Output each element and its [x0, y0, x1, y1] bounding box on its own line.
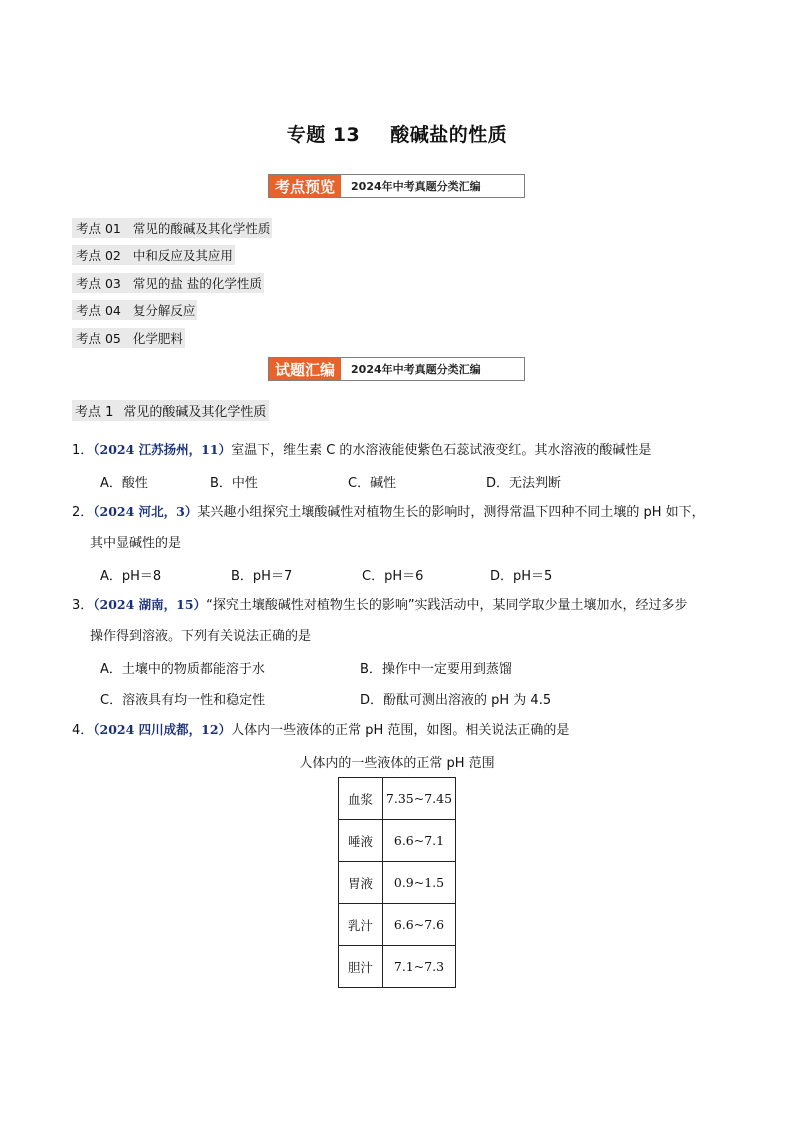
- banner-preview-subtitle: 2024年中考真题分类汇编: [351, 180, 481, 193]
- table-row: [339, 904, 456, 946]
- option-c: C．pH＝6: [362, 569, 424, 584]
- ph-range: 0.9~1.5: [383, 862, 456, 904]
- table-row: [339, 946, 456, 988]
- option-b: B．pH＝7: [231, 569, 293, 584]
- option-b: B．中性: [210, 476, 258, 491]
- ph-range: 7.1~7.3: [383, 946, 456, 988]
- kaodian-item: 考点 01 常见的酸碱及其化学性质: [72, 214, 272, 242]
- title-number: 专题 13: [286, 124, 361, 146]
- question-stem: “探究土壤酸碱性对植物生长的影响”实践活动中，某同学取少量土壤加水，经过多步: [206, 598, 688, 613]
- question-source: （2024 湖南，15）: [93, 597, 207, 612]
- title-text: 酸碱盐的性质: [390, 124, 508, 146]
- option-a: A．土壤中的物质都能溶于水: [100, 662, 265, 677]
- option-c: C．溶液具有均一性和稳定性: [100, 693, 266, 708]
- page-title: [0, 120, 794, 147]
- question-2: [72, 496, 732, 559]
- kaodian-item: 考点 02 中和反应及其应用: [72, 242, 272, 270]
- question-stem: 人体内一些液体的正常 pH 范围，如图。相关说法正确的是: [231, 723, 570, 738]
- question-4: [72, 714, 732, 746]
- option-a: A．pH＝8: [100, 569, 162, 584]
- table-caption: 人体内的一些液体的正常 pH 范围: [299, 756, 495, 771]
- banner-exercises: [268, 357, 525, 381]
- question-source: （2024 四川成都，12）: [93, 722, 232, 737]
- option-a: A．酸性: [100, 476, 148, 491]
- question-number: 4．: [72, 723, 94, 738]
- fluid-name: 唾液: [339, 820, 383, 862]
- table-row: [339, 820, 456, 862]
- ph-range-table: [338, 777, 456, 988]
- question-1: [72, 434, 732, 466]
- ph-range: 6.6~7.6: [383, 904, 456, 946]
- question-3: [72, 589, 732, 652]
- kaodian-list: [72, 214, 272, 352]
- question-stem: 某兴趣小组探究土壤酸碱性对植物生长的影响时，测得常温下四种不同土壤的 pH 如下，: [197, 505, 705, 520]
- question-number: 2．: [72, 505, 94, 520]
- banner-exercises-subtitle: 2024年中考真题分类汇编: [351, 363, 481, 376]
- kaodian-item: 考点 05 化学肥料: [72, 324, 272, 352]
- banner-preview: [268, 174, 525, 198]
- option-d: D．pH＝5: [490, 569, 553, 584]
- question-stem-continued: 其中显碱性的是: [90, 536, 182, 551]
- question-number: 3．: [72, 598, 94, 613]
- fluid-name: 胃液: [339, 862, 383, 904]
- kaodian-item: 考点 04 复分解反应: [72, 297, 272, 325]
- fluid-name: 血浆: [339, 778, 383, 820]
- fluid-name: 胆汁: [339, 946, 383, 988]
- ph-range: 6.6~7.1: [383, 820, 456, 862]
- option-d: D．无法判断: [486, 476, 562, 491]
- table-row: [339, 778, 456, 820]
- fluid-name: 乳汁: [339, 904, 383, 946]
- question-stem-continued: 操作得到溶液。下列有关说法正确的是: [90, 629, 312, 644]
- question-source: （2024 河北，3）: [93, 504, 198, 519]
- question-stem: 室温下，维生素 C 的水溶液能使紫色石蕊试液变红。其水溶液的酸碱性是: [231, 443, 652, 458]
- banner-exercises-tag: 试题汇编: [269, 358, 341, 380]
- table-row: [339, 862, 456, 904]
- question-number: 1．: [72, 443, 94, 458]
- option-b: B．操作中一定要用到蒸馏: [360, 662, 512, 677]
- option-c: C．碱性: [348, 476, 397, 491]
- kaodian-item: 考点 03 常见的盐 盐的化学性质: [72, 269, 272, 297]
- ph-range: 7.35~7.45: [383, 778, 456, 820]
- banner-preview-tag: 考点预览: [269, 175, 341, 197]
- option-d: D．酚酞可测出溶液的 pH 为 4.5: [360, 693, 552, 708]
- question-source: （2024 江苏扬州，11）: [93, 442, 232, 457]
- section-heading: 考点 1 常见的酸碱及其化学性质: [72, 400, 269, 421]
